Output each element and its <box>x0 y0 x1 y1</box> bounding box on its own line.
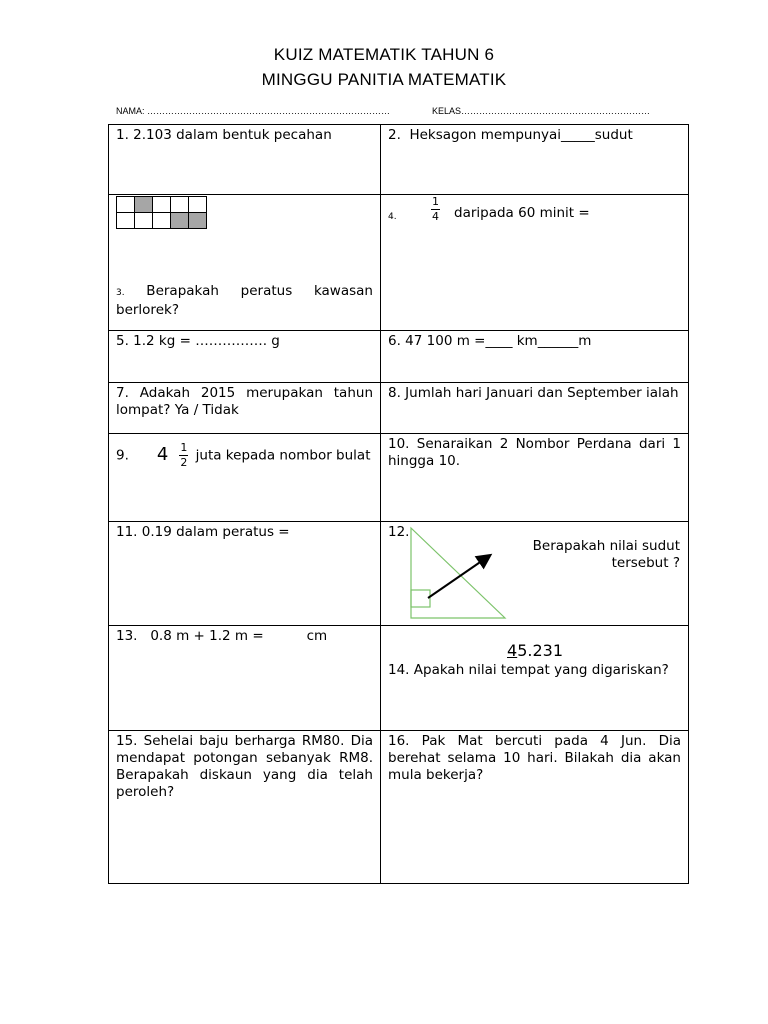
fraction-numerator: 1 <box>432 195 439 208</box>
shaded-grid-cell <box>188 212 207 229</box>
grid-cell <box>170 196 189 213</box>
grid-cell <box>116 196 135 213</box>
question-4-cell[interactable] <box>381 195 689 331</box>
question-1-cell[interactable] <box>109 125 381 195</box>
question-9-text: juta kepada nombor bulat <box>191 447 371 464</box>
question-1-text: 1. 2.103 dalam bentuk pecahan <box>116 127 332 143</box>
fraction-one-quarter <box>431 196 440 223</box>
underlined-digit: 4 <box>507 641 518 660</box>
remaining-digits: 5.231 <box>517 641 563 660</box>
question-9-cell[interactable] <box>109 434 381 522</box>
question-11-cell[interactable] <box>109 522 381 626</box>
shaded-grid-cell <box>170 212 189 229</box>
grid-cell <box>116 212 135 229</box>
question-16-cell[interactable] <box>381 731 689 884</box>
question-7-cell[interactable] <box>109 383 381 434</box>
grid-cell <box>134 212 153 229</box>
question-15-cell[interactable] <box>109 731 381 884</box>
question-2-text: 2. Heksagon mempunyai_____sudut <box>388 127 633 143</box>
class-field-label[interactable]: KELAS……………………………………………………… <box>432 106 651 116</box>
question-5-text: 5. 1.2 kg = ……………. g <box>116 333 280 349</box>
question-12-cell[interactable] <box>381 522 689 626</box>
question-4-text: daripada 60 minit = <box>454 205 590 221</box>
question-3-cell[interactable] <box>109 195 381 331</box>
name-field-label[interactable]: NAMA: ……………………………………………………………………… <box>116 106 391 116</box>
pointer-arrow <box>428 556 489 598</box>
question-2-cell[interactable] <box>381 125 689 195</box>
question-14-text: 14. Apakah nilai tempat yang digariskan? <box>388 662 669 678</box>
question-12-text: Berapakah nilai sudut tersebut ? <box>532 538 680 571</box>
question-13-text: 13. 0.8 m + 1.2 m = cm <box>116 628 328 644</box>
quiz-subtitle: MINGGU PANITIA MATEMATIK <box>261 70 507 89</box>
question-3-text: Berapakah peratus kawasan berlorek? <box>116 283 373 318</box>
fraction-denominator: 2 <box>180 456 188 469</box>
question-13-cell[interactable] <box>109 626 381 731</box>
grid-cell <box>152 212 171 229</box>
question-3-number: 3. <box>116 288 125 298</box>
question-14-cell[interactable] <box>381 626 689 731</box>
question-9-number: 9. <box>116 447 129 464</box>
question-10-text: 10. Senaraikan 2 Nombor Perdana dari 1 hingga 10. <box>388 436 681 469</box>
fraction-numerator: 1 <box>180 441 188 454</box>
quiz-title: KUIZ MATEMATIK TAHUN 6 <box>273 45 495 64</box>
place-value-number <box>507 642 563 659</box>
grid-cell <box>152 196 171 213</box>
question-12-number: 12. <box>388 524 410 540</box>
question-8-text: 8. Jumlah hari Januari dan September ialah <box>388 385 679 401</box>
quiz-table <box>108 124 689 884</box>
shaded-grid-cell <box>134 196 153 213</box>
question-6-cell[interactable] <box>381 331 689 383</box>
fraction-one-half <box>179 442 188 469</box>
fraction-denominator: 4 <box>432 210 439 223</box>
question-16-text: 16. Pak Mat bercuti pada 4 Jun. Dia berehat selama 10 hari. Bilakah dia akan mula bekerja? <box>388 733 681 783</box>
grid-cell <box>188 196 207 213</box>
question-11-text: 11. 0.19 dalam peratus = <box>116 524 290 540</box>
mixed-number-whole: 4 <box>156 443 169 465</box>
right-angle-marker <box>411 590 430 607</box>
question-5-cell[interactable] <box>109 331 381 383</box>
shaded-grid-diagram <box>116 196 212 232</box>
question-6-text: 6. 47 100 m =____ km______m <box>388 333 592 349</box>
triangle-shape <box>411 528 505 618</box>
question-7-text: 7. Adakah 2015 merupakan tahun lompat? Ya / Tidak <box>116 385 373 418</box>
question-8-cell[interactable] <box>381 383 689 434</box>
question-10-cell[interactable] <box>381 434 689 522</box>
question-15-text: 15. Sehelai baju berharga RM80. Dia mendapat potongan sebanyak RM8. Berapakah diskaun yang dia telah peroleh? <box>116 733 373 800</box>
question-4-number: 4. <box>388 212 397 222</box>
